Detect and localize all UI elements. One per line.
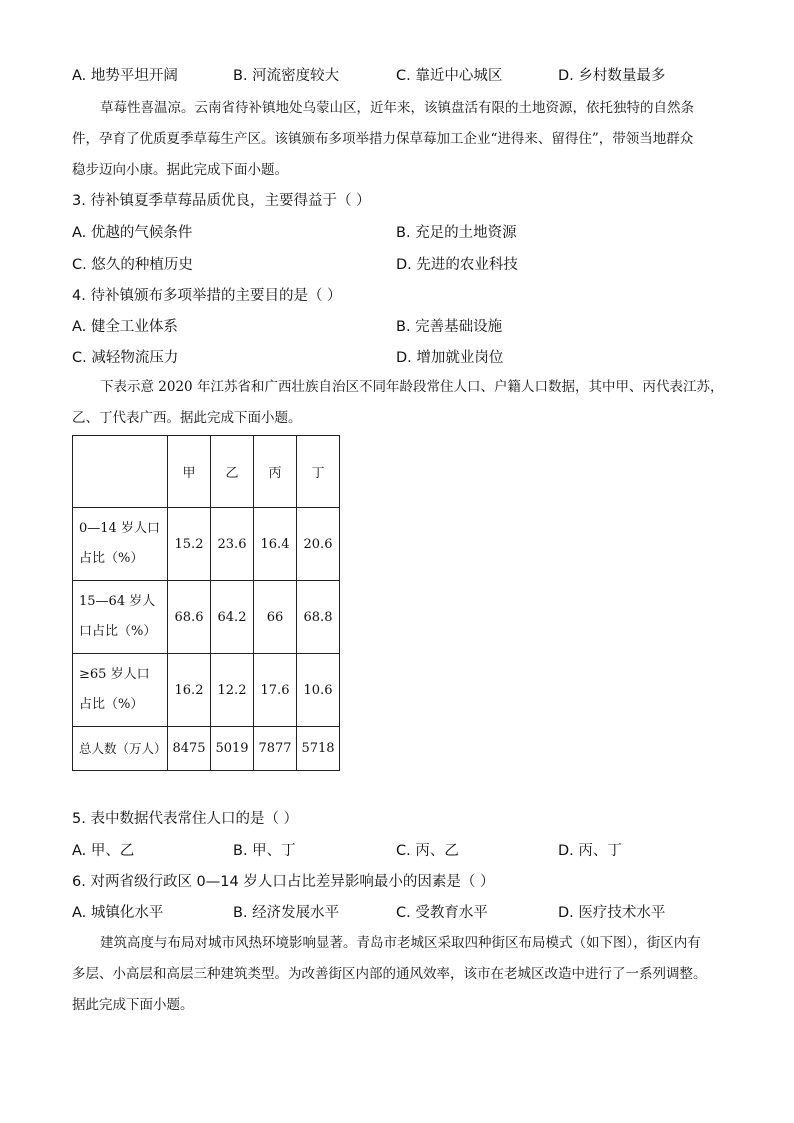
table-header-row [73, 436, 340, 508]
table-header-cell [73, 436, 168, 508]
table-cell: 8475 [168, 727, 211, 771]
table-cell: 12.2 [211, 654, 254, 727]
table-row-label: 0—14 岁人口 占比（%） [73, 508, 168, 581]
table-cell: 20.6 [297, 508, 340, 581]
table-cell: 5019 [211, 727, 254, 771]
q4-option-a: A. 健全工业体系 [72, 319, 178, 335]
q2-option-c: C. 靠近中心城区 [396, 68, 503, 84]
passage-line: 乙、丁代表广西。据此完成下面小题。 [72, 410, 302, 426]
q4-option-d: D. 增加就业岗位 [396, 350, 504, 366]
passage-line: 下表示意 2020 年江苏省和广西壮族自治区不同年龄段常住人口、户籍人口数据，其中甲、丙代表江苏， [100, 379, 724, 395]
passage-urban-wind [72, 928, 707, 1021]
table-row [73, 654, 340, 727]
q6-option-b: B. 经济发展水平 [233, 905, 340, 921]
passage-line: 草莓性喜温凉。云南省待补镇地处乌蒙山区，近年来，该镇盘活有限的土地资源，依托独特的自然条 [100, 100, 694, 116]
table-cell: 7877 [254, 727, 297, 771]
table-cell: 15.2 [168, 508, 211, 581]
table-cell: 68.6 [168, 581, 211, 654]
passage-line: 件，孕育了优质夏季草莓生产区。该镇颁布多项举措力保草莓加工企业“进得来、留得住”，带领当地群众 [72, 131, 694, 147]
table-cell: 66 [254, 581, 297, 654]
table-cell: 5718 [297, 727, 340, 771]
table-cell: 16.2 [168, 654, 211, 727]
table-header-cell: 甲 [168, 436, 211, 508]
passage-line: 多层、小高层和高层三种建筑类型。为改善街区内部的通风效率，该市在老城区改造中进行了一系列调整。 [72, 966, 707, 982]
table-row [73, 508, 340, 581]
passage-strawberry [72, 93, 694, 186]
q2-option-b: B. 河流密度较大 [233, 68, 340, 84]
passage-line: 据此完成下面小题。 [72, 997, 194, 1013]
q5-option-d: D. 丙、丁 [558, 843, 622, 859]
q4-stem: 4. 待补镇颁布多项举措的主要目的是（ ） [72, 288, 342, 304]
table-header-cell: 丁 [297, 436, 340, 508]
table-cell: 10.6 [297, 654, 340, 727]
q6-option-d: D. 医疗技术水平 [558, 905, 666, 921]
q2-option-a: A. 地势平坦开阔 [72, 68, 178, 84]
passage-population [72, 372, 723, 434]
passage-line: 建筑高度与布局对城市风热环境影响显著。青岛市老城区采取四种街区布局模式（如下图），街区内有 [100, 935, 701, 951]
table-row-label: ≥65 岁人口 占比（%） [73, 654, 168, 727]
q3-option-c: C. 悠久的种植历史 [72, 257, 193, 273]
q5-option-a: A. 甲、乙 [72, 843, 135, 859]
q3-option-b: B. 充足的土地资源 [396, 225, 517, 241]
q4-option-b: B. 完善基础设施 [396, 319, 503, 335]
table-cell: 68.8 [297, 581, 340, 654]
table-row-label: 15—64 岁人 口占比（%） [73, 581, 168, 654]
q3-option-d: D. 先进的农业科技 [396, 257, 518, 273]
table-cell: 16.4 [254, 508, 297, 581]
q5-stem: 5. 表中数据代表常住人口的是（ ） [72, 811, 299, 827]
q6-option-a: A. 城镇化水平 [72, 905, 164, 921]
table-row [73, 581, 340, 654]
q6-option-c: C. 受教育水平 [396, 905, 488, 921]
q4-option-c: C. 减轻物流压力 [72, 350, 179, 366]
table-row-label: 总人数（万人） [73, 727, 168, 771]
q6-stem: 6. 对两省级行政区 0—14 岁人口占比差异影响最小的因素是（ ） [72, 874, 495, 890]
q5-option-b: B. 甲、丁 [233, 843, 296, 859]
q2-option-d: D. 乡村数量最多 [558, 68, 666, 84]
table-cell: 17.6 [254, 654, 297, 727]
q3-stem: 3. 待补镇夏季草莓品质优良，主要得益于（ ） [72, 193, 371, 209]
table-header-cell: 丙 [254, 436, 297, 508]
table-cell: 23.6 [211, 508, 254, 581]
q5-option-c: C. 丙、乙 [396, 843, 459, 859]
table-header-cell: 乙 [211, 436, 254, 508]
table-row [73, 727, 340, 771]
q3-option-a: A. 优越的气候条件 [72, 225, 193, 241]
population-table [72, 435, 340, 771]
table-cell: 64.2 [211, 581, 254, 654]
passage-line: 稳步迈向小康。据此完成下面小题。 [72, 162, 288, 178]
